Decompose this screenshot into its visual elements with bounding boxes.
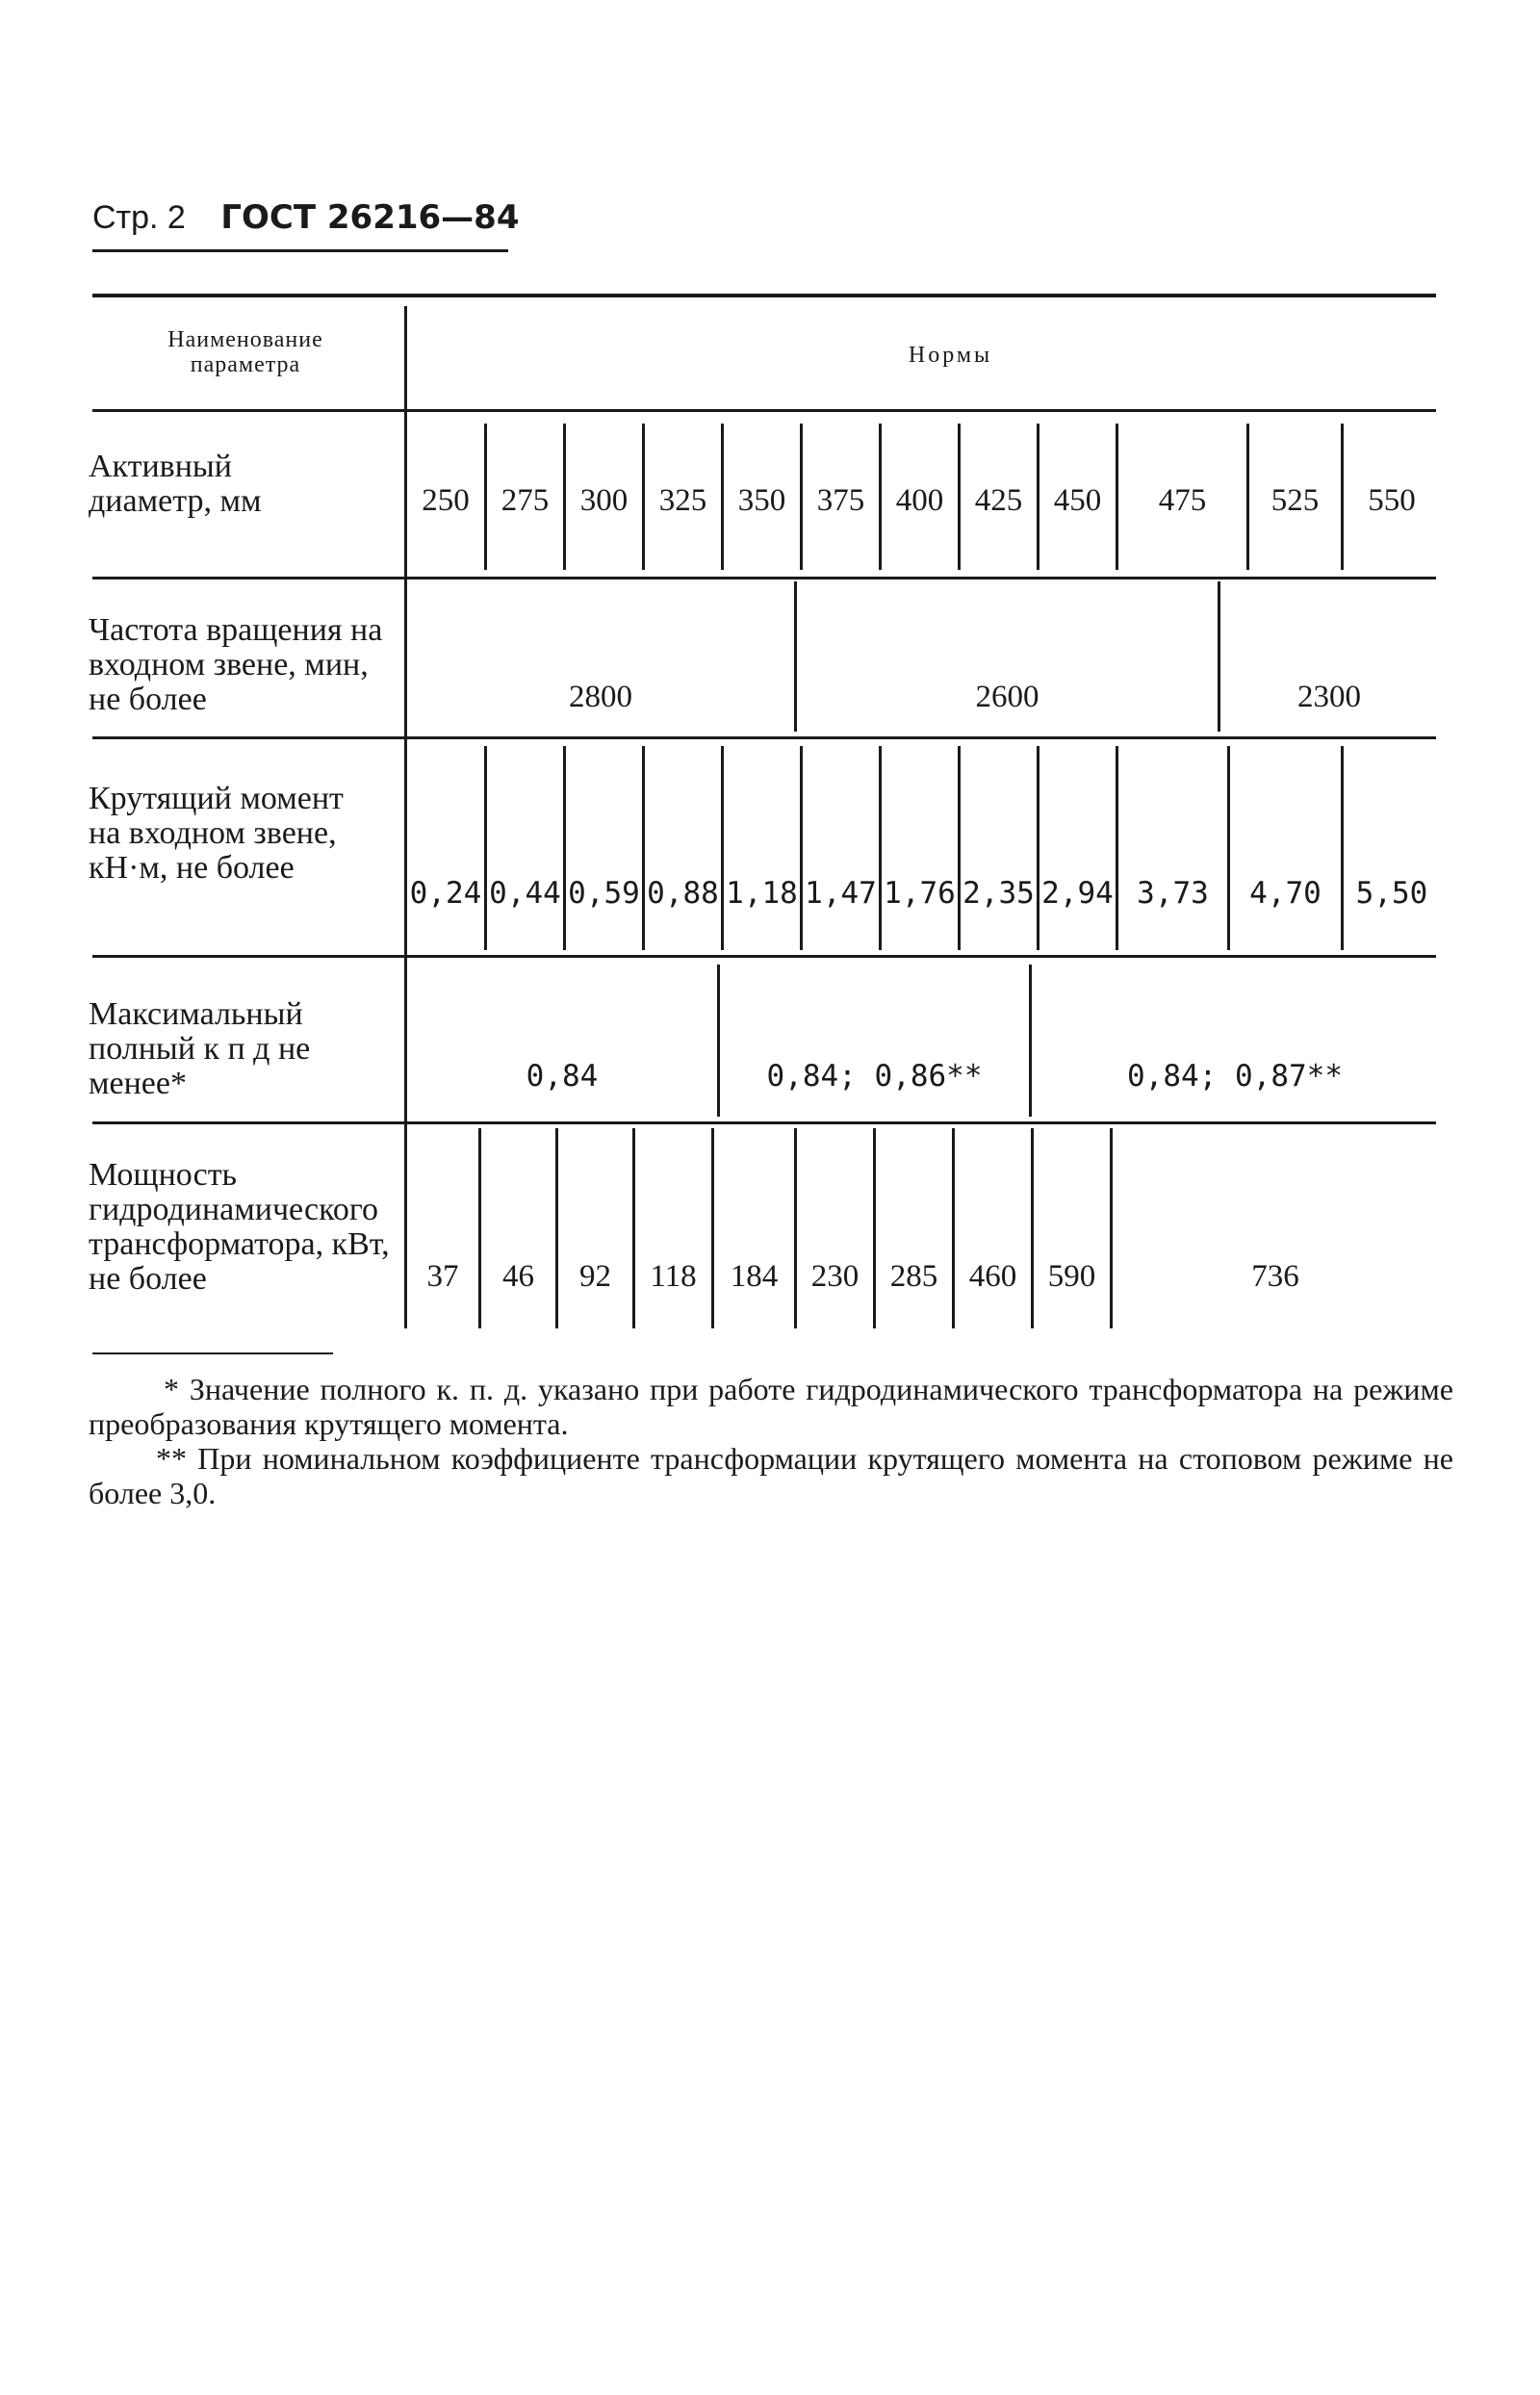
row-label-active-diameter: Активный диаметр, мм [89,449,262,519]
value-cell: 1,47 [805,876,877,911]
value-cell: 3,73 [1137,876,1209,911]
value-cell: 0,59 [568,876,640,911]
cell-divider [1037,746,1040,950]
row-divider [92,1121,1436,1124]
cell-divider [484,746,487,950]
value-cell: 2600 [975,680,1040,714]
value-cell: 285 [889,1259,938,1294]
standard-number: ГОСТ 26216—84 [220,198,520,237]
row-label-converter-power: Мощность гидродинамического трансформатора, кВт, не более [89,1157,390,1297]
value-cell: 2,35 [962,876,1035,911]
value-cell: 275 [500,483,550,518]
value-cell: 400 [895,483,944,518]
value-cell: 425 [974,483,1023,518]
row-divider [92,577,1436,579]
cell-divider [873,1128,876,1328]
column-header-norms: Нормы [908,343,993,368]
value-cell: 0,88 [647,876,719,911]
cell-divider [711,1128,714,1328]
value-cell: 4,70 [1249,876,1322,911]
cell-divider [879,746,882,950]
row-divider [92,955,1436,958]
cell-divider [632,1128,635,1328]
cell-divider [958,746,961,950]
table-head-rule [92,409,1436,412]
column-header-parameter: Наименование параметра [167,327,323,377]
footnotes [89,1372,1453,1510]
value-cell: 2,94 [1041,876,1114,911]
value-cell: 0,44 [489,876,561,911]
footnote-efficiency: * Значение полного к. п. д. указано при работе гидродинамического трансформатора на режиме преобразования крутящего момента. [89,1372,1453,1441]
value-cell: 250 [422,483,470,518]
row-divider [92,736,1436,739]
value-cell: 1,76 [884,876,956,911]
cell-divider [794,1128,797,1328]
value-cell: 475 [1158,483,1207,518]
value-cell: 92 [579,1259,611,1294]
cell-divider [1341,746,1344,950]
cell-divider [555,1128,558,1328]
cell-divider [563,746,566,950]
cell-divider [642,746,645,950]
value-cell: 0,24 [409,876,482,911]
value-cell: 590 [1047,1259,1096,1294]
value-cell: 1,18 [726,876,798,911]
cell-divider [952,1128,955,1328]
cell-divider [1029,965,1032,1117]
table-top-rule [92,294,1436,297]
value-cell: 2800 [569,680,632,714]
table-end-rule [92,1352,333,1354]
value-cell: 0,84; 0,87** [1127,1059,1343,1094]
value-cell: 300 [579,483,629,518]
value-cell: 325 [658,483,707,518]
footnote-transformation-ratio: ** При номинальном коэффициенте трансформации крутящего момента на стоповом режиме не более 3,0. [89,1441,1453,1510]
row-label-input-speed: Частота вращения на входном звене, мин, не более [89,612,383,717]
cell-divider [1110,1128,1113,1328]
value-cell: 46 [502,1259,534,1294]
value-cell: 37 [426,1259,459,1294]
row-label-input-torque: Крутящий момент на входном звене, кН·м, не более [89,781,344,886]
cell-divider [1227,746,1230,950]
value-cell: 350 [737,483,786,518]
cell-divider [717,965,720,1117]
value-cell: 460 [968,1259,1017,1294]
cell-divider [721,746,724,950]
value-cell: 118 [650,1259,697,1294]
value-cell: 736 [1251,1259,1299,1294]
value-cell: 550 [1368,483,1416,518]
value-cell: 0,84 [526,1059,599,1094]
value-cell: 5,50 [1355,876,1428,911]
value-cell: 184 [730,1259,779,1294]
value-cell: 525 [1270,483,1320,518]
value-cell: 375 [816,483,865,518]
cell-divider [478,1128,481,1328]
cell-divider [1116,746,1118,950]
cell-divider [1031,1128,1034,1328]
value-cell: 2300 [1297,680,1361,714]
row-label-max-efficiency: Максимальный полный к п д не менее* [89,996,311,1101]
value-cell: 230 [810,1259,860,1294]
cell-divider [800,746,803,950]
value-cell: 450 [1053,483,1102,518]
page-number: Стр. 2 [92,199,186,236]
value-cell: 0,84; 0,86** [766,1059,983,1094]
